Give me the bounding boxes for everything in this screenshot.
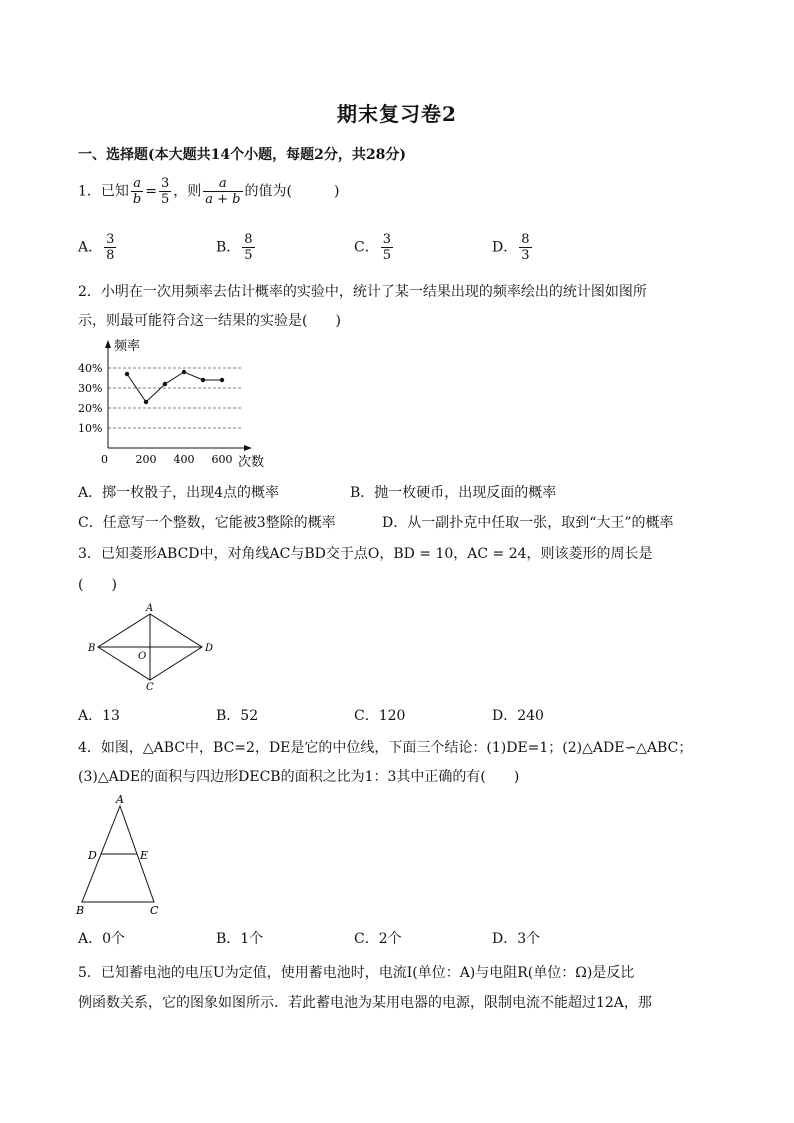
vertex-c-label: C [146, 682, 154, 692]
x-tick-label: 200 [135, 453, 157, 466]
q3-option-a[interactable]: A．13 [78, 708, 120, 724]
option-fraction [242, 232, 254, 263]
data-point [125, 372, 129, 376]
point-d-label: D [88, 849, 97, 862]
q4-option-a[interactable]: A．0个 [78, 931, 126, 947]
vertex-a-label: A [146, 603, 154, 614]
y-axis-arrow [105, 340, 111, 348]
option-fraction [104, 232, 116, 263]
page-title: 期末复习卷2 [337, 102, 457, 126]
frac-num: a [203, 176, 242, 192]
frequency-chart [78, 336, 278, 472]
q4-stem-line-2: (3)△ADE的面积与四边形DECB的面积之比为1：3其中正确的有( ) [78, 769, 520, 785]
q5-stem-line-1: 5．已知蓄电池的电压U为定值，使用蓄电池时，电流I(单位：A)与电阻R(单位：Ω)是反比 [78, 965, 635, 981]
q2-option-a[interactable]: A．掷一枚骰子，出现4点的概率 [78, 485, 280, 501]
x-tick-labels [136, 453, 233, 466]
x-axis-arrow [244, 445, 252, 451]
section-heading: 一、选择题(本大题共14个小题，每题2分，共28分) [78, 147, 406, 163]
frac-den: 5 [244, 248, 253, 263]
y-axis-label: 频率 [114, 339, 141, 354]
frac-den: 3 [521, 248, 530, 263]
point-e-label: E [140, 849, 149, 862]
frac-den: 8 [106, 248, 115, 263]
question-1-stem [78, 176, 339, 207]
q3-option-b[interactable]: B．52 [216, 708, 259, 724]
q4-stem-line-1: 4．如图，△ABC中，BC=2，DE是它的中位线，下面三个结论：(1)DE=1；(2)△ADE∽△ABC； [78, 740, 693, 756]
fraction-3-over-5 [159, 176, 171, 207]
x-tick-label: 600 [211, 453, 233, 466]
vertex-d-label: D [205, 643, 214, 654]
x-axis-label: 次数 [238, 455, 265, 470]
frac-num: 3 [106, 232, 115, 247]
data-point [220, 378, 224, 382]
y-tick-label: 30% [78, 382, 103, 395]
data-point [163, 382, 167, 386]
vertex-c-label: C [150, 904, 159, 917]
frac-num: a [131, 176, 143, 192]
fraction-a-over-a-plus-b [203, 176, 242, 207]
q3-option-c[interactable]: C．120 [354, 708, 406, 724]
frac-den: 5 [160, 192, 170, 207]
triangle-figure [74, 792, 174, 918]
q4-option-d[interactable]: D．3个 [492, 931, 541, 947]
option-label: C． [354, 239, 379, 256]
q3-stem-line-2: ( ) [78, 577, 117, 593]
q1-option-d[interactable] [492, 232, 534, 263]
q1-mid: ，则 [173, 183, 202, 200]
frac-den: a + b [205, 192, 241, 207]
series-points [125, 370, 224, 404]
q5-stem-line-2: 例函数关系，它的图象如图所示．若此蓄电池为某用电器的电源，限制电流不能超过12A，那 [78, 995, 652, 1011]
q2-stem-line-1: 2．小明在一次用频率去估计概率的实验中，统计了某一结果出现的频率绘出的统计图如图所 [78, 284, 647, 300]
frac-den: b [132, 192, 142, 207]
q3-stem-line-1: 3．已知菱形ABCD中，对角线AC与BD交于点O，BD = 10，AC = 24，则该菱形的周长是 [78, 546, 653, 562]
q4-option-b[interactable]: B．1个 [216, 931, 264, 947]
data-point [201, 378, 205, 382]
data-point [182, 370, 186, 374]
y-tick-label: 10% [78, 422, 103, 435]
frac-num: 3 [160, 176, 170, 191]
fraction-a-over-b [131, 176, 143, 207]
frac-den: 5 [382, 248, 391, 263]
q1-prefix: 1．已知 [78, 183, 129, 200]
series-line [127, 372, 222, 402]
q1-option-c[interactable] [354, 232, 395, 263]
q2-option-b[interactable]: B．抛一枚硬币，出现反面的概率 [350, 485, 557, 501]
y-tick-label: 40% [78, 362, 103, 375]
q2-stem-line-2: 示，则最可能符合这一结果的实验是( ) [78, 313, 341, 329]
q1-option-a[interactable] [78, 232, 118, 263]
frac-num: 3 [382, 232, 391, 247]
data-point [144, 400, 148, 404]
q3-option-d[interactable]: D．240 [492, 708, 544, 724]
option-fraction [519, 232, 531, 263]
vertex-a-label: A [116, 793, 124, 806]
option-label: B． [216, 239, 241, 256]
vertex-b-label: B [76, 904, 85, 917]
origin-label: 0 [101, 453, 108, 466]
q2-option-c[interactable]: C．任意写一个整数，它能被3整除的概率 [78, 515, 336, 531]
option-fraction [381, 232, 393, 263]
x-tick-label: 400 [173, 453, 195, 466]
rhombus-figure [84, 600, 224, 692]
y-tick-labels [78, 362, 102, 435]
frac-num: 8 [521, 232, 530, 247]
y-tick-label: 20% [78, 402, 103, 415]
q4-option-c[interactable]: C．2个 [354, 931, 402, 947]
equals-sign: = [145, 183, 157, 200]
q1-option-b[interactable] [216, 232, 257, 263]
option-label: D． [492, 239, 518, 256]
vertex-b-label: B [88, 643, 96, 654]
option-label: A． [78, 239, 103, 256]
frac-num: 8 [244, 232, 253, 247]
center-o-label: O [138, 651, 147, 662]
q2-option-d[interactable]: D．从一副扑克中任取一张，取到“大王”的概率 [382, 515, 674, 531]
q1-suffix: 的值为( ) [244, 183, 340, 200]
